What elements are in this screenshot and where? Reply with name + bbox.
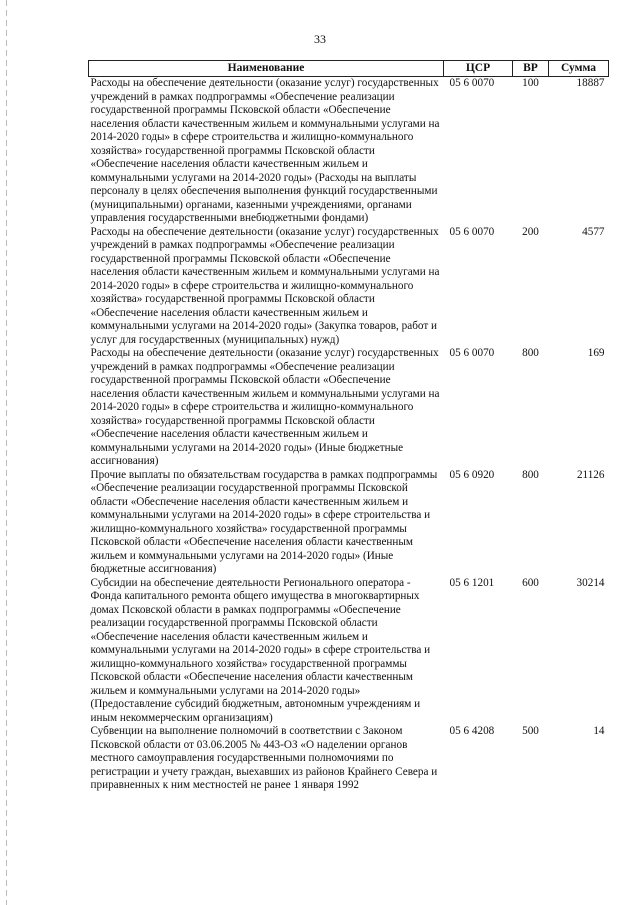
table-row: [89, 77, 609, 226]
row-csr: 05 6 0070: [449, 347, 495, 359]
table-row: [89, 577, 609, 726]
row-sum: 4577: [582, 225, 605, 238]
budget-table: [88, 60, 609, 793]
table-row: [89, 469, 609, 577]
table-row: [89, 226, 609, 348]
row-sum: 18887: [576, 77, 605, 89]
row-vr: 100: [522, 77, 539, 89]
row-vr: 800: [522, 347, 539, 359]
row-name: Субсидии на обеспечение деятельности Регионального оператора - Фонда капитального ремонта общего имущества в многоквартирных домах Псковской области в рамках подпрограммы «Обеспечение реализации государственной программы Псковской области «Обеспечение населения области качественным жильем и коммунальными услугами на 2014-2020 годы» в сфере строительства и жилищно-коммунального хозяйства» государственной программы Псковской области «Обеспечение населения области качественным жильем и коммунальными услугами на 2014-2020 годы» (Предоставление субсидий бюджетным, автономным учреждениям и иным некоммерческим организациям): [90, 576, 431, 724]
table-row: [89, 725, 609, 793]
row-csr: 05 6 4208: [449, 725, 495, 737]
column-header-name: Наименование: [89, 61, 444, 77]
row-vr: 200: [522, 225, 539, 238]
scan-edge: [6, 0, 7, 905]
column-header-csr: ЦСР: [444, 61, 513, 77]
row-sum: 14: [593, 725, 605, 737]
column-header-vr: ВР: [513, 61, 549, 77]
row-name: Субвенции на выполнение полномочий в соответствии с Законом Псковской области от 03.06.2005 № 443-ОЗ «О наделении органов местного самоуправления государственными полномочиями по регистрации и учету граждан, выехавших из районов Крайнего Севера и приравненных к ним местностей не ранее 1 января 1992: [90, 725, 438, 791]
row-csr: 05 6 0070: [449, 77, 495, 89]
row-vr: 600: [522, 576, 539, 589]
column-header-sum: Сумма: [549, 61, 609, 77]
row-name: Расходы на обеспечение деятельности (оказание услуг) государственных учреждений в рамках подпрограммы «Обеспечение реализации государственной программы Псковской области «Обеспечение населения области качественным жильем и коммунальными услугами на 2014-2020 годы» в сфере строительства и жилищно-коммунального хозяйства» государственной программы Псковской области «Обеспечение населения области качественным жильем и коммунальными услугами на 2014-2020 годы» (Закупка товаров, работ и услуг для государственных (муниципальных) нужд): [90, 225, 440, 346]
row-vr: 500: [522, 725, 539, 737]
row-sum: 30214: [576, 576, 605, 589]
row-sum: 169: [587, 347, 605, 359]
table-row: [89, 347, 609, 469]
table-header-row: [89, 61, 609, 77]
row-csr: 05 6 0070: [449, 225, 495, 238]
page-number: 33: [314, 32, 326, 46]
row-name: Расходы на обеспечение деятельности (оказание услуг) государственных учреждений в рамках подпрограммы «Обеспечение реализации государственной программы Псковской области «Обеспечение населения области качественным жильем и коммунальными услугами на 2014-2020 годы» в сфере строительства и жилищно-коммунального хозяйства» государственной программы Псковской области «Обеспечение населения области качественным жильем и коммунальными услугами на 2014-2020 годы» (Расходы на выплаты персоналу в целях обеспечения выполнения функций государственными (муниципальными) органами, казенными учреждениями, органами управления государственными внебюджетными фондами): [90, 77, 440, 224]
row-csr: 05 6 0920: [449, 468, 495, 481]
row-csr: 05 6 1201: [449, 576, 495, 589]
row-vr: 800: [522, 468, 539, 481]
row-sum: 21126: [576, 468, 605, 481]
row-name: Прочие выплаты по обязательствам государства в рамках подпрограммы «Обеспечение реализации государственной программы Псковской области «Обеспечение населения области качественным жильем и коммунальными услугами на 2014-2020 годы» в сфере строительства и жилищно-коммунального хозяйства» государственной программы Псковской области «Обеспечение населения области качественным жильем и коммунальными услугами на 2014-2020 годы» (Иные бюджетные ассигнования): [90, 468, 438, 575]
row-name: Расходы на обеспечение деятельности (оказание услуг) государственных учреждений в рамках подпрограммы «Обеспечение реализации государственной программы Псковской области «Обеспечение населения области качественным жильем и коммунальными услугами на 2014-2020 годы» в сфере строительства и жилищно-коммунального хозяйства» государственной программы Псковской области «Обеспечение населения области качественным жильем и коммунальными услугами на 2014-2020 годы» (Иные бюджетные ассигнования): [90, 347, 440, 467]
